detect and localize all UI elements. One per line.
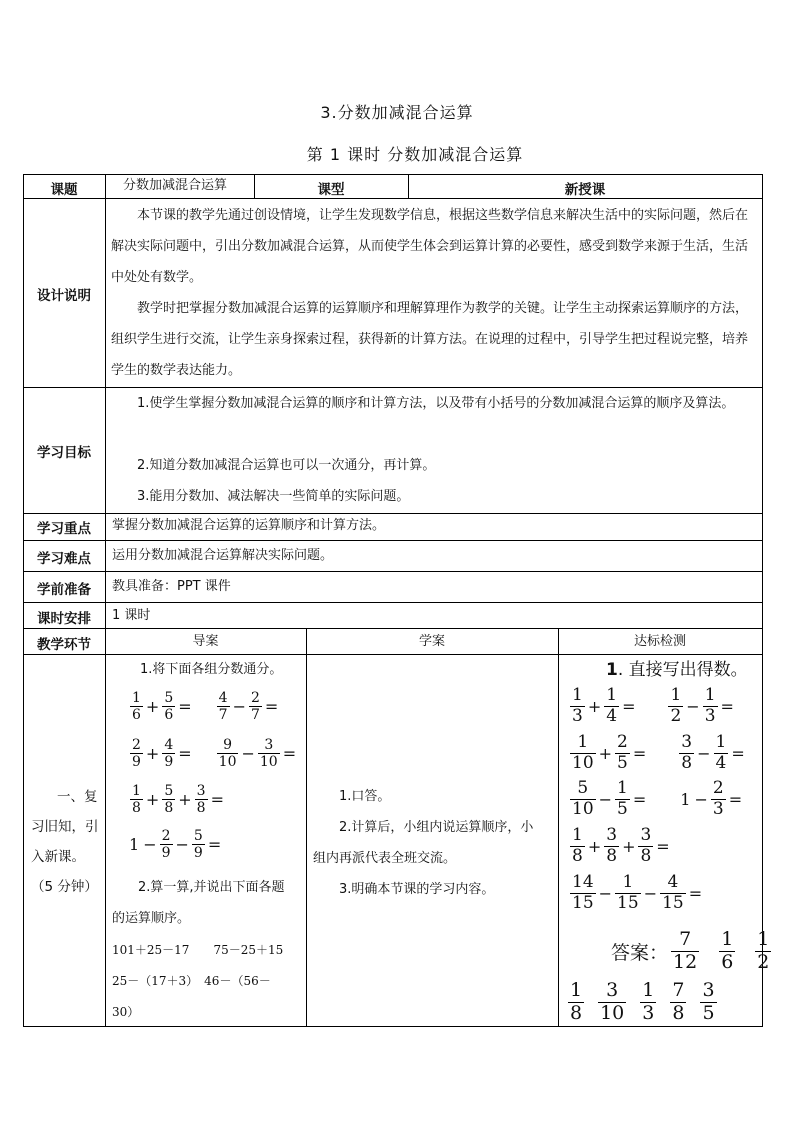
fraction: $\frac{14}{15}$	[572, 872, 594, 913]
col-stage: 教学环节	[37, 637, 91, 653]
fraction: $\frac{5}{10}$	[572, 778, 594, 819]
fraction: $\frac{1}{3}$	[642, 979, 655, 1024]
goal-item: 2.知道分数加减混合运算也可以一次通分，再计算。	[137, 458, 436, 473]
col-check: 达标检测	[633, 634, 686, 649]
fraction-row: $\frac{1}{6}$ + $\frac{5}{6}$ = $\frac{4}{7}$ − $\frac{2}{7}$ =	[132, 690, 279, 724]
answer-row	[567, 980, 718, 1025]
fraction: $\frac{1}{6}$	[132, 690, 141, 724]
fraction-row: $\frac{2}{9}$ + $\frac{4}{9}$ = $\frac{9}{10}$ − $\frac{3}{10}$ =	[132, 737, 297, 771]
guide-exercise-2	[112, 872, 302, 934]
fraction-row: 1 − $\frac{2}{9}$ − $\frac{5}{9}$ =	[129, 828, 222, 862]
fraction-row: $\frac{14}{15}$ − $\frac{1}{15}$ − $\frac{4}{15}$ =	[572, 872, 703, 913]
schedule-value: 1 课时	[112, 608, 151, 623]
topic-value: 分数加减混合运算	[123, 178, 228, 193]
fraction-row: $\frac{1}{10}$ + $\frac{2}{5}$ = $\frac{3}{8}$ − $\frac{1}{4}$ =	[572, 732, 745, 773]
table-border	[762, 174, 763, 1027]
fraction: $\frac{1}{8}$	[572, 825, 583, 866]
lesson-subtitle: 第 1 课时 分数加减混合运算	[306, 145, 524, 164]
type-label: 课型	[317, 182, 345, 198]
fraction: $\frac{5}{9}$	[193, 828, 203, 862]
fraction: $\frac{2}{9}$	[161, 828, 171, 862]
fraction: $\frac{7}{8}$	[672, 979, 685, 1024]
fraction: $\frac{3}{8}$	[681, 732, 693, 773]
document-title: 3.分数加减混合运算	[320, 103, 474, 122]
guide-intro: 1.将下面各组分数通分。	[140, 662, 283, 677]
study-items	[313, 781, 555, 905]
topic-label: 课题	[50, 182, 78, 198]
stage-name	[31, 782, 103, 902]
fraction: $\frac{1}{3}$	[704, 685, 716, 726]
col-study: 学案	[418, 634, 445, 649]
goal-item: 1.使学生掌握分数加减混合运算的顺序和计算方法，以及带有小括号的分数加减混合运算的顺序及算法。	[137, 396, 735, 411]
guide-line: 2.算一算,并说出下面各题	[138, 880, 285, 895]
type-value: 新授课	[564, 182, 606, 198]
calc-line: 25－（17＋3） 46－（56－	[112, 974, 271, 988]
key-label: 学习重点	[37, 521, 91, 537]
fraction: $\frac{3}{10}$	[600, 979, 625, 1024]
fraction: $\frac{5}{6}$	[164, 690, 174, 724]
table-divider	[306, 628, 307, 1027]
fraction: $\frac{1}{10}$	[572, 732, 594, 773]
stage-name-line: 一、复	[57, 789, 98, 805]
fraction: $\frac{3}{8}$	[196, 783, 206, 817]
fraction: $\frac{3}{5}$	[702, 979, 715, 1024]
fraction: $\frac{1}{4}$	[715, 732, 727, 773]
fraction: $\frac{1}{8}$	[570, 979, 583, 1024]
fraction: $\frac{4}{9}$	[164, 737, 174, 771]
prep-value: 教具准备：PPT 课件	[112, 579, 231, 594]
guide-calculations	[112, 935, 306, 1028]
design-paragraph: 本节课的教学先通过创设情境，让学生发现数学信息，根据这些数学信息来解决生活中的实际问题，然后在解决实际问题中，引出分数加减混合运算，从而使学生体会到运算计算的必要性，感受到数学来源于生活，生活中处处有数学。	[111, 208, 749, 285]
fraction: $\frac{5}{8}$	[164, 783, 174, 817]
prep-label: 学前准备	[37, 582, 91, 598]
fraction: $\frac{3}{8}$	[640, 825, 652, 866]
fraction: $\frac{1}{8}$	[132, 783, 141, 817]
fraction-row: $\frac{1}{8}$ + $\frac{3}{8}$ + $\frac{3}{8}$ =	[572, 825, 670, 866]
check-title-text: . 直接写出得数。	[617, 660, 748, 680]
goals-label: 学习目标	[37, 445, 91, 461]
study-item: 2.计算后，小组内说运算顺序，小	[339, 820, 534, 835]
lesson-plan-table	[23, 174, 770, 1027]
answer-row	[609, 929, 772, 974]
fraction: $\frac{9}{10}$	[218, 737, 237, 771]
key-value: 掌握分数加减混合运算的运算顺序和计算方法。	[112, 518, 386, 533]
check-number: 1	[606, 660, 618, 680]
difficulty-value: 运用分数加减混合运算解决实际问题。	[112, 548, 334, 563]
table-divider	[558, 628, 559, 1027]
fraction: $\frac{1}{15}$	[617, 872, 639, 913]
study-item: 1.口答。	[339, 789, 391, 804]
fraction: $\frac{1}{6}$	[721, 928, 734, 973]
fraction: $\frac{7}{12}$	[673, 928, 698, 973]
fraction: $\frac{2}{9}$	[132, 737, 141, 771]
fraction: $\frac{4}{7}$	[218, 690, 228, 724]
fraction: $\frac{1}{2}$	[757, 928, 770, 973]
check-title	[606, 658, 748, 682]
fraction: $\frac{2}{3}$	[712, 778, 724, 819]
difficulty-label: 学习难点	[37, 551, 91, 567]
design-label: 设计说明	[37, 288, 91, 304]
answer-label: 答案：	[611, 941, 669, 964]
fraction: $\frac{1}{5}$	[617, 778, 628, 819]
calc-line: 101＋25－17 75－25＋15	[112, 943, 284, 957]
schedule-label: 课时安排	[37, 611, 91, 627]
table-divider	[105, 174, 106, 1027]
stage-name-line: 习旧知，引	[31, 819, 99, 835]
calc-line: 30）	[112, 1005, 140, 1019]
fraction: $\frac{1}{3}$	[572, 685, 583, 726]
study-item: 3.明确本节课的学习内容。	[339, 882, 495, 897]
fraction-row: $\frac{1}{8}$ + $\frac{5}{8}$ + $\frac{3}{8}$ =	[132, 783, 224, 817]
fraction: $\frac{3}{10}$	[259, 737, 278, 771]
fraction: $\frac{4}{15}$	[662, 872, 684, 913]
col-guide: 导案	[192, 634, 219, 649]
fraction: $\frac{1}{4}$	[606, 685, 618, 726]
stage-name-line: （5 分钟）	[31, 879, 98, 895]
study-item: 组内再派代表全班交流。	[313, 851, 457, 866]
fraction-row: $\frac{5}{10}$ − $\frac{1}{5}$ = 1 − $\frac{2}{3}$ =	[572, 778, 743, 819]
fraction-row: $\frac{1}{3}$ + $\frac{1}{4}$ = $\frac{1}{2}$ − $\frac{1}{3}$ =	[572, 685, 734, 726]
guide-line: 的运算顺序。	[112, 911, 191, 926]
stage-name-line: 入新课。	[31, 849, 85, 865]
goal-item: 3.能用分数加、减法解决一些简单的实际问题。	[137, 489, 410, 504]
fraction: $\frac{2}{7}$	[250, 690, 260, 724]
fraction: $\frac{3}{8}$	[606, 825, 618, 866]
design-paragraph: 教学时把掌握分数加减混合运算的运算顺序和理解算理作为教学的关键。让学生主动探索运算顺序的方法，组织学生进行交流，让学生亲身探索过程，获得新的计算方法。在说理的过程中，引导学生把过程说完整，培养学生的数学表达能力。	[111, 301, 749, 378]
fraction: $\frac{1}{2}$	[670, 685, 682, 726]
fraction: $\frac{2}{5}$	[617, 732, 628, 773]
